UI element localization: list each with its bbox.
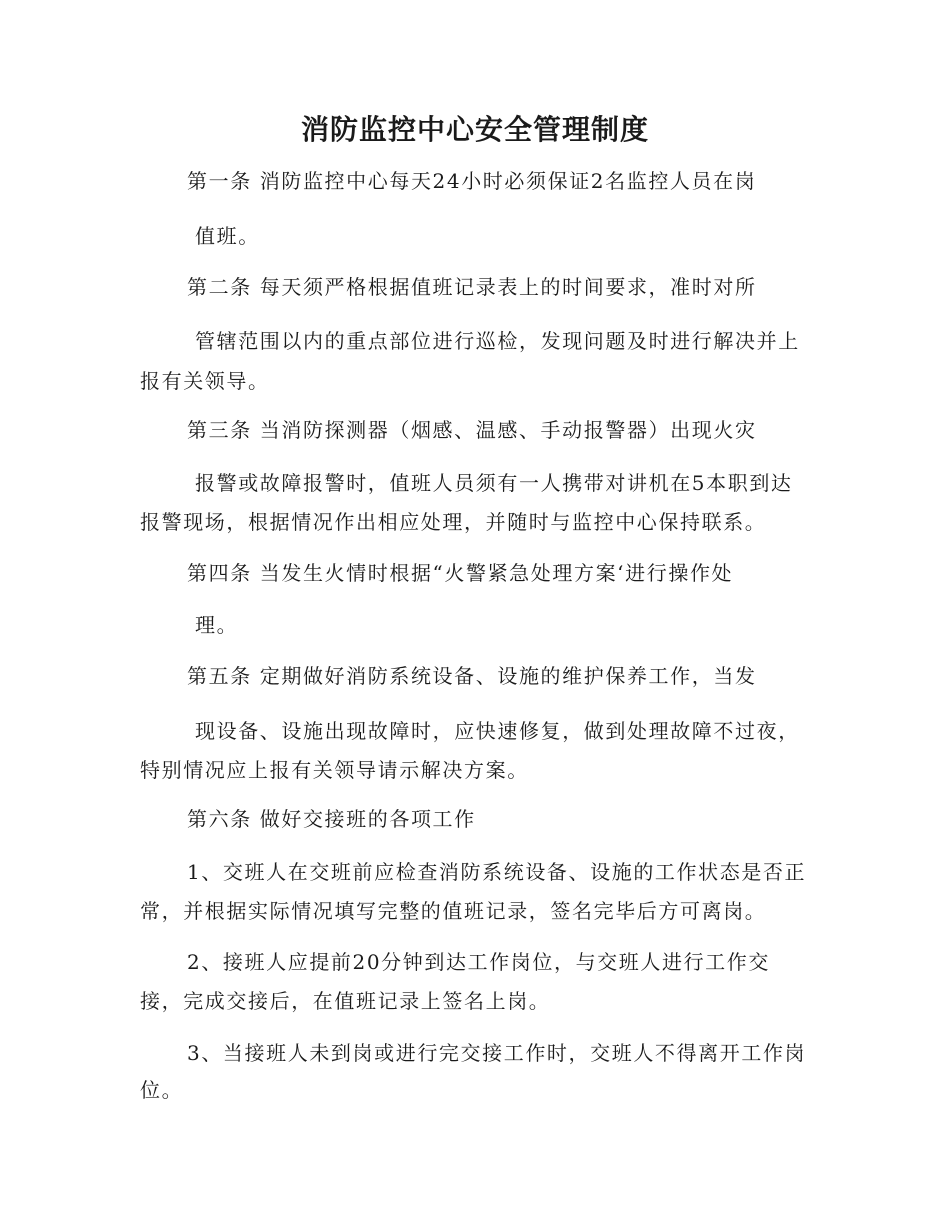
article-2-line-2: 管辖范围以内的重点部位进行巡检，发现问题及时进行解决并上 xyxy=(195,329,800,353)
article-1-line-1: 第一条 消防监控中心每天24小时必须保证2名监控人员在岗 xyxy=(187,169,757,193)
article-5-line-3: 特别情况应上报有关领导请示解决方案。 xyxy=(140,758,529,782)
article-3-line-2: 报警或故障报警时，值班人员须有一人携带对讲机在5本职到达 xyxy=(195,471,793,495)
article-6-heading: 第六条 做好交接班的各项工作 xyxy=(187,807,476,831)
article-5-line-2: 现设备、设施出现故障时，应快速修复，做到处理故障不过夜， xyxy=(195,719,800,743)
article-1-line-2: 值班。 xyxy=(195,224,260,248)
item-1-line-1: 1、交班人在交班前应检查消防系统设备、设施的工作状态是否正 xyxy=(187,860,807,884)
article-3-line-3: 报警现场，根据情况作出相应处理，并随时与监控中心保持联系。 xyxy=(140,510,767,534)
item-2-line-1: 2、接班人应提前20分钟到达工作岗位，与交班人进行工作交 xyxy=(187,950,770,974)
item-1-line-2: 常，并根据实际情况填写完整的值班记录，签名完毕后方可离岗。 xyxy=(140,899,767,923)
article-2-line-1: 第二条 每天须严格根据值班记录表上的时间要求，准时对所 xyxy=(187,275,757,299)
article-5-line-1: 第五条 定期做好消防系统设备、设施的维护保养工作，当发 xyxy=(187,664,757,688)
article-2-line-3: 报有关领导。 xyxy=(140,369,270,393)
article-4-line-1: 第四条 当发生火情时根据“火警紧急处理方案‘进行操作处 xyxy=(187,561,734,585)
item-3-line-2: 位。 xyxy=(140,1078,184,1102)
document-title: 消防监控中心安全管理制度 xyxy=(300,113,649,146)
article-4-line-2: 理。 xyxy=(195,613,239,637)
item-2-line-2: 接，完成交接后，在值班记录上签名上岗。 xyxy=(140,989,551,1013)
article-3-line-1: 第三条 当消防探测器（烟感、温感、手动报警器）出现火灾 xyxy=(187,418,757,442)
item-3-line-1: 3、当接班人未到岗或进行完交接工作时，交班人不得离开工作岗 xyxy=(187,1041,807,1065)
